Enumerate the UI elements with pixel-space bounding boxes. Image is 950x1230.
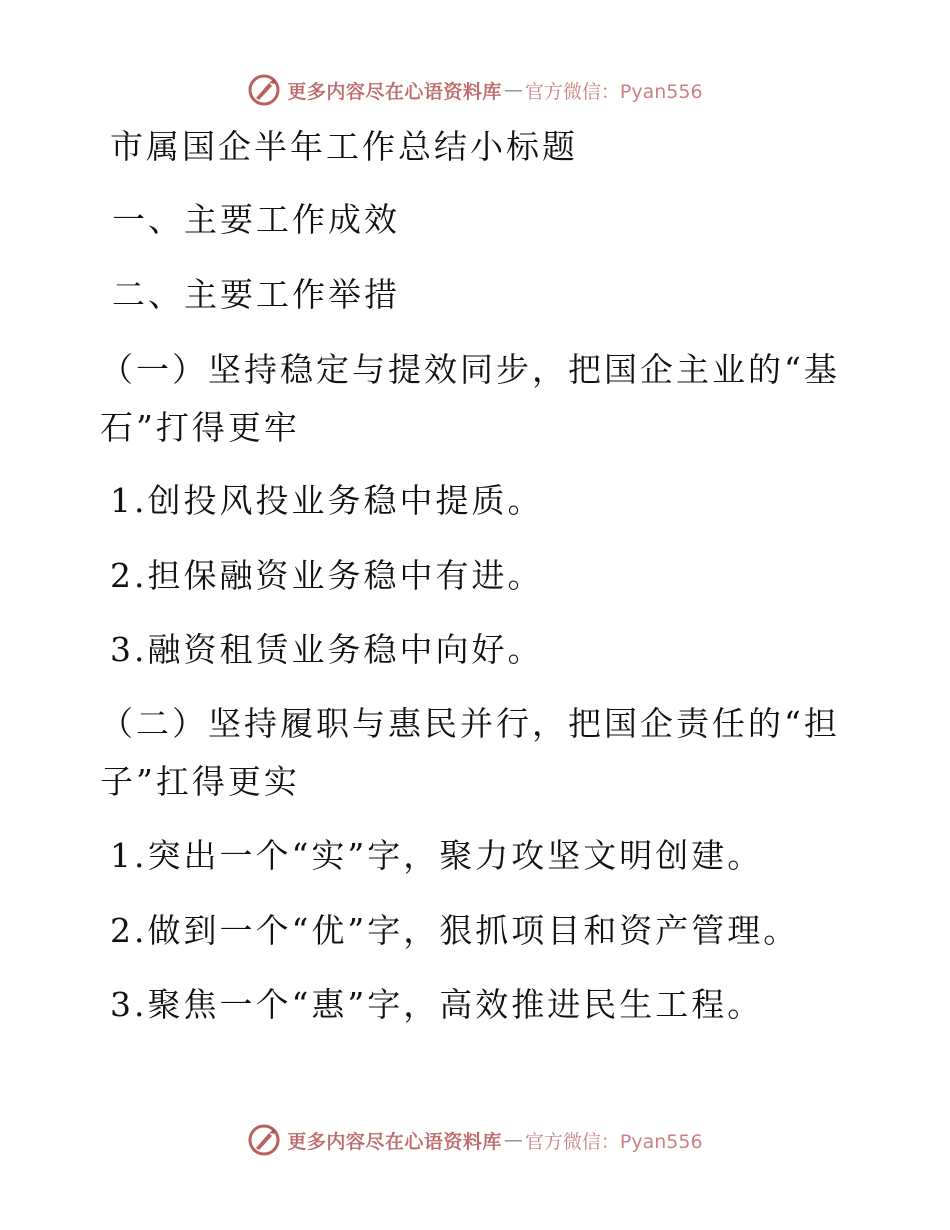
section-heading: 一、主要工作成效 <box>112 200 400 239</box>
subsection-heading-continued: 石”打得更牢 <box>100 408 300 447</box>
list-item: 2.做到一个“优”字，狠抓项目和资产管理。 <box>110 911 800 950</box>
subsection-heading-continued: 子”扛得更实 <box>100 762 300 801</box>
footer-watermark <box>0 1120 950 1160</box>
header-watermark <box>0 70 950 110</box>
document-title: 市属国企半年工作总结小标题 <box>110 127 578 166</box>
watermark-separator: — <box>503 1129 523 1151</box>
quill-pen-logo-icon <box>247 73 281 107</box>
watermark-separator: — <box>503 79 523 101</box>
list-item: 1.创投风投业务稳中提质。 <box>110 481 544 520</box>
subsection-heading: （一）坚持稳定与提效同步，把国企主业的“基 <box>100 350 840 389</box>
quill-pen-logo-icon <box>247 1123 281 1157</box>
watermark-brand-text: 更多内容尽在心语资料库 <box>287 1130 502 1153</box>
subsection-heading: （二）坚持履职与惠民并行，把国企责任的“担 <box>100 704 840 743</box>
watermark-contact-text: 官方微信：Pyan556 <box>524 80 703 103</box>
watermark-brand-text: 更多内容尽在心语资料库 <box>287 80 502 103</box>
watermark-contact-text: 官方微信：Pyan556 <box>524 1130 703 1153</box>
list-item: 3.聚焦一个“惠”字，高效推进民生工程。 <box>110 985 764 1024</box>
section-heading: 二、主要工作举措 <box>112 275 400 314</box>
list-item: 3.融资租赁业务稳中向好。 <box>110 630 544 669</box>
list-item: 2.担保融资业务稳中有进。 <box>110 556 544 595</box>
list-item: 1.突出一个“实”字，聚力攻坚文明创建。 <box>110 836 764 875</box>
